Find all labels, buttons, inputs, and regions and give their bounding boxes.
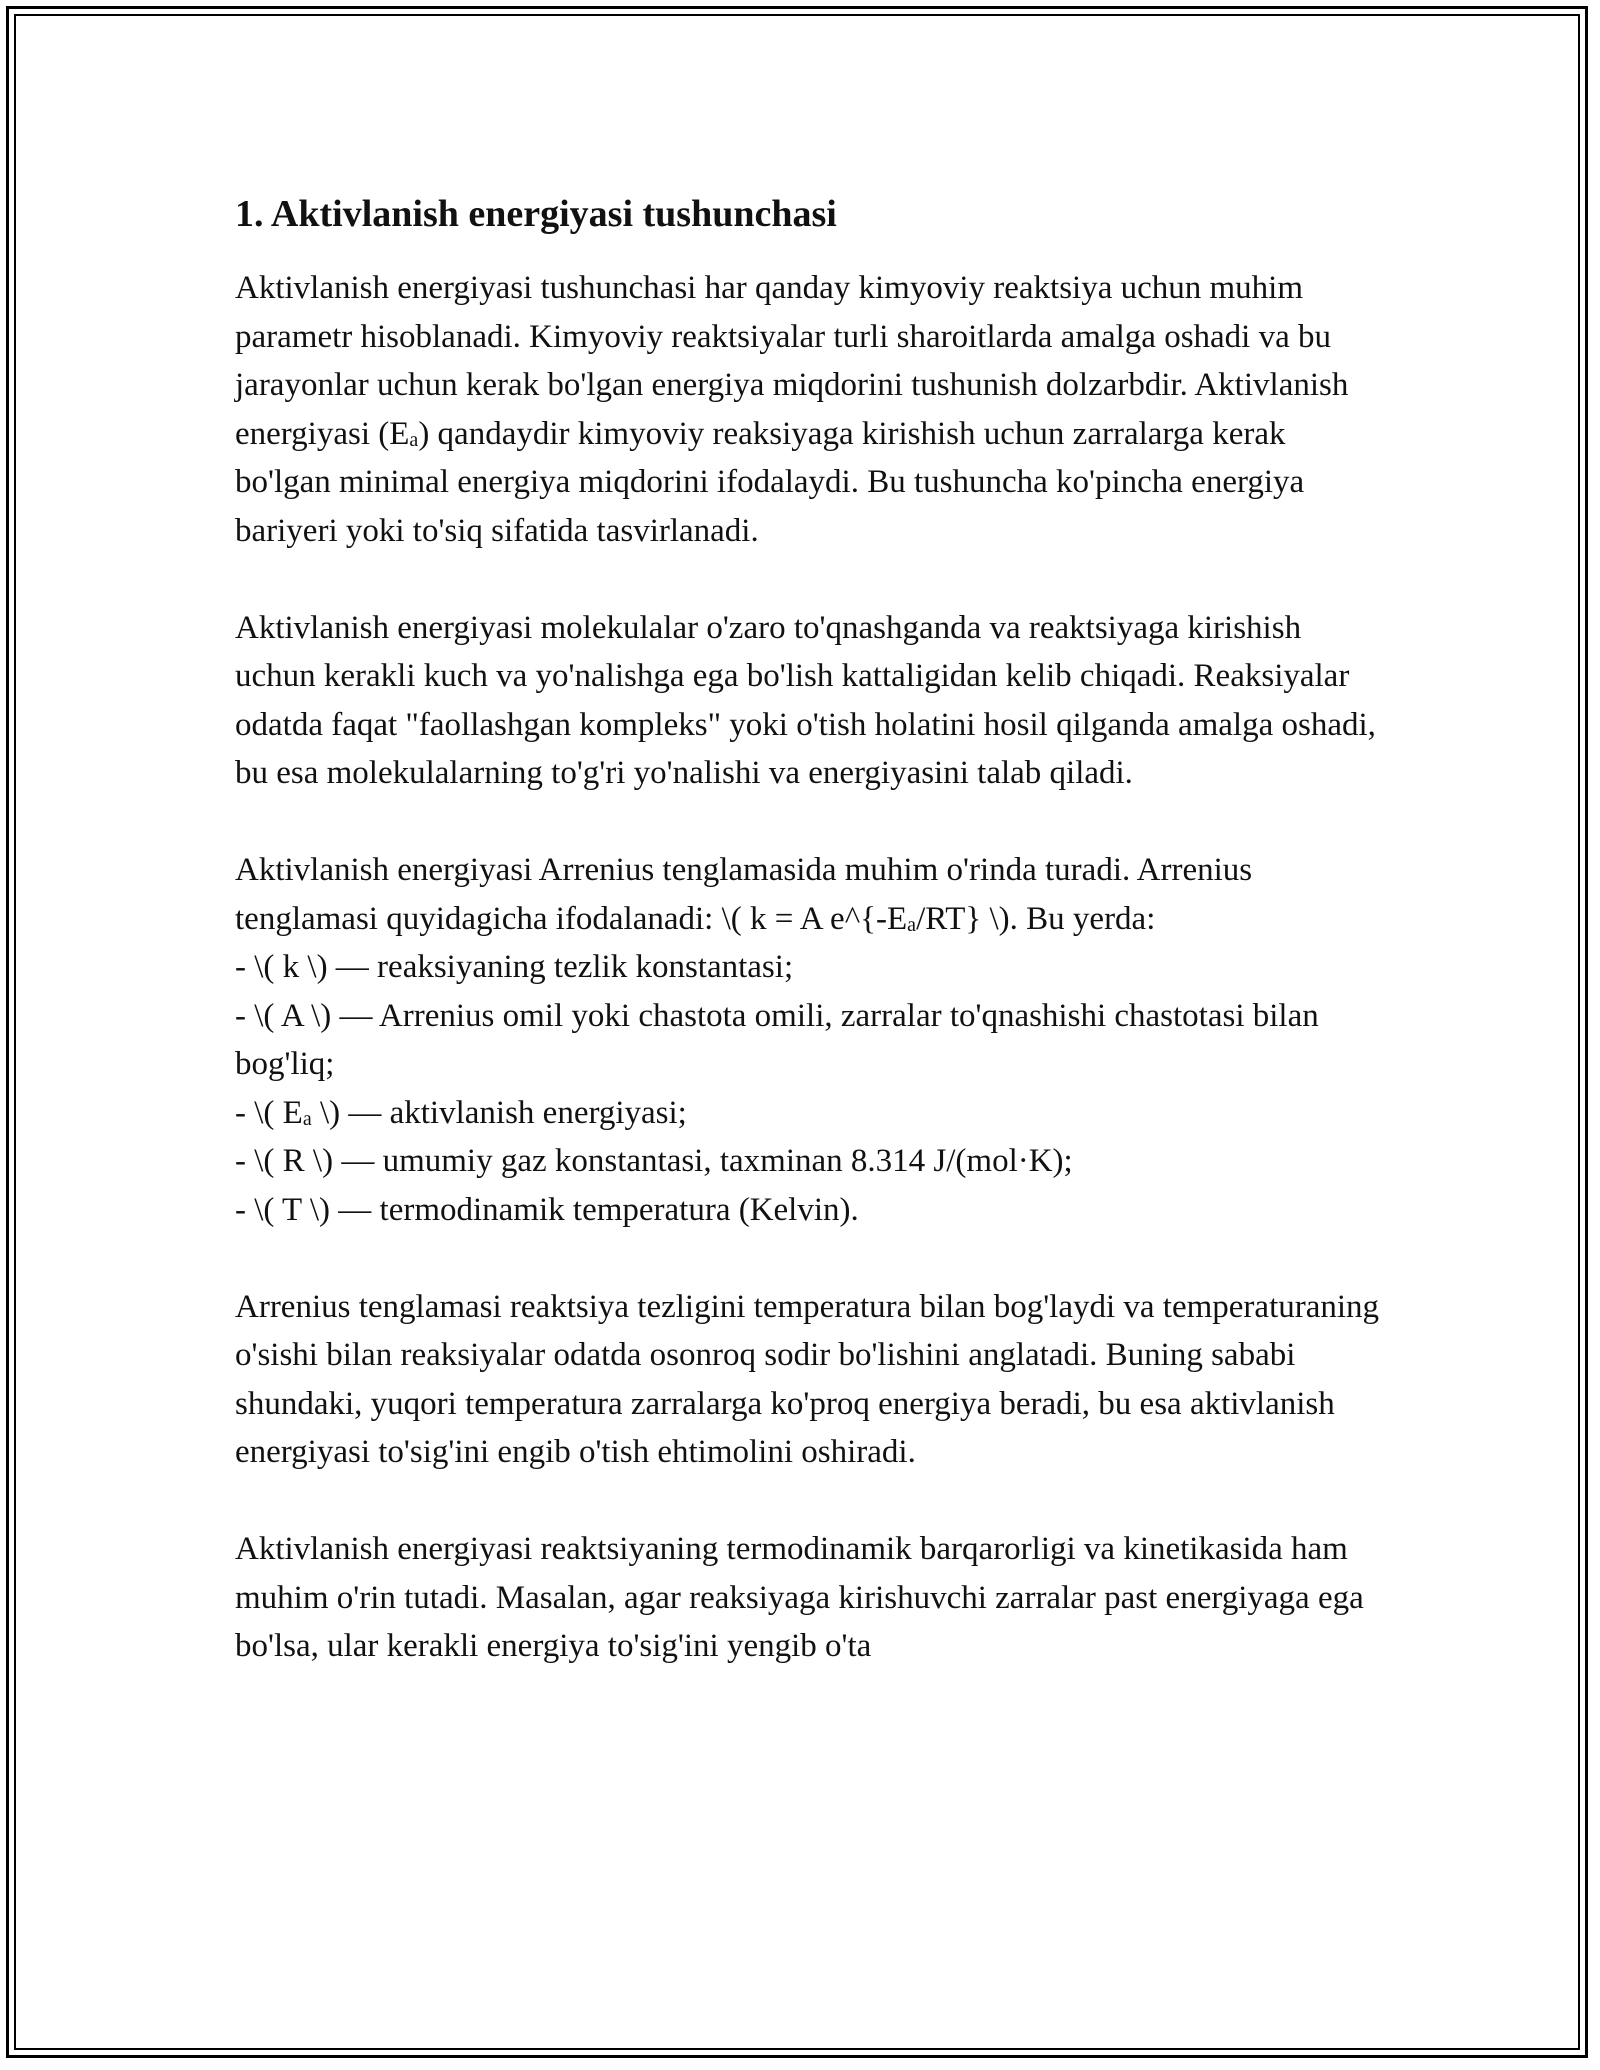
- subscript-a: a: [302, 1107, 312, 1130]
- list-item-ea-a: - \( E: [235, 1094, 303, 1131]
- arrhenius-intro-b: /RT} \). Bu yerda:: [916, 900, 1156, 937]
- document-content: [235, 186, 1380, 1719]
- list-item-ea: [235, 1089, 1380, 1138]
- paragraph-3: [235, 846, 1380, 1234]
- subscript-a: a: [409, 428, 419, 451]
- list-item-ea-b: \) — aktivlanish energiyasi;: [311, 1094, 687, 1131]
- paragraph-5: Aktivlanish energiyasi reaktsiyaning termodinamik barqarorligi va kinetikasida ham muhim o'rin tutadi. Masalan, agar reaksiyaga kirishuvchi zarralar past energiyaga ega bo'lsa, ular kerakli energiya to'sig'ini yengib o'ta: [235, 1531, 1364, 1664]
- arrhenius-intro-a: Aktivlanish energiyasi Arrenius tenglamasida muhim o'rinda turadi. Arrenius tenglamasi quyidagicha ifodalanadi: \( k = A e^{-E: [235, 852, 1253, 937]
- paragraph-4: Arrenius tenglamasi reaktsiya tezligini temperatura bilan bog'laydi va temperaturaning o'sishi bilan reaksiyalar odatda osonroq sodir bo'lishini anglatadi. Buning sababi shundaki, yuqori temperatura zarralarga ko'proq energiya beradi, bu esa aktivlanish energiyasi to'sig'ini engib o'tish ehtimolini oshiradi.: [235, 1288, 1380, 1470]
- subscript-a: a: [907, 913, 917, 936]
- arrhenius-intro: [235, 846, 1380, 943]
- paragraph-1-text-b: ) qandaydir kimyoviy reaksiyaga kirishish uchun zarralarga kerak bo'lgan minimal energiya miqdorini ifodalaydi. Bu tushuncha ko'pincha energiya bariyeri yoki to'siq sifatida tasvirlanadi.: [235, 415, 1305, 549]
- list-item-t: - \( T \) — termodinamik temperatura (Kelvin).: [235, 1191, 859, 1228]
- list-item-k: - \( k \) — reaksiyaning tezlik konstantasi;: [235, 949, 794, 985]
- section-heading: 1. Aktivlanish energiyasi tushunchasi: [235, 193, 837, 235]
- paragraph-1: [235, 264, 1380, 555]
- list-item-a: - \( A \) — Arrenius omil yoki chastota omili, zarralar to'qnashishi chastotasi bilan bog'liq;: [235, 997, 1319, 1082]
- paragraph-1-text-a: Aktivlanish energiyasi tushunchasi har qanday kimyoviy reaktsiya uchun muhim parametr hisoblanadi. Kimyoviy reaktsiyalar turli sharoitlarda amalga oshadi va bu jarayonlar uchun kerak bo'lgan energiya miqdorini tushunish dolzarbdir. Aktivlanish energiyasi (E: [235, 270, 1349, 452]
- paragraph-2: Aktivlanish energiyasi molekulalar o'zaro to'qnashganda va reaktsiyaga kirishish uchun kerakli kuch va yo'nalishga ega bo'lish kattaligidan kelib chiqadi. Reaksiyalar odatda faqat "faollashgan kompleks" yoki o'tish holatini hosil qilganda amalga oshadi, bu esa molekulalarning to'g'ri yo'nalishi va energiyasini talab qiladi.: [235, 609, 1376, 791]
- list-item-r: - \( R \) — umumiy gaz konstantasi, taxminan 8.314 J/(mol·K);: [235, 1143, 1073, 1179]
